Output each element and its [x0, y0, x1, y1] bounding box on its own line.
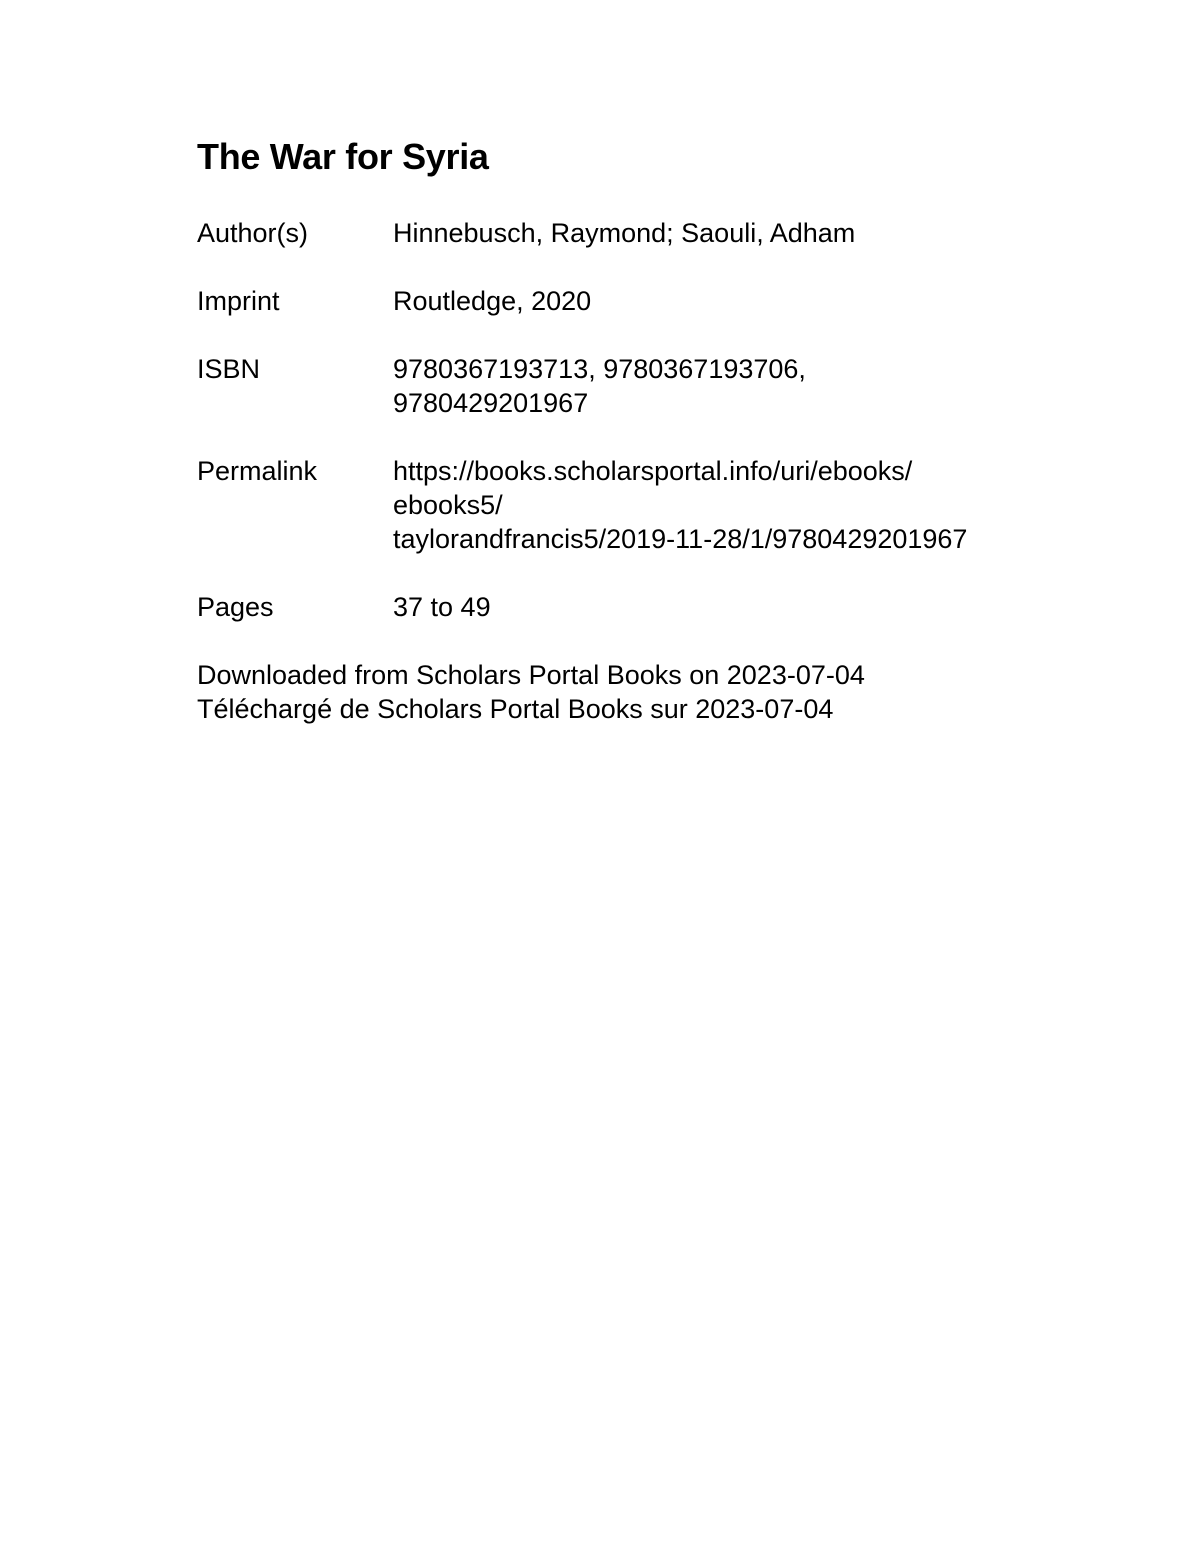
authors-row — [197, 216, 1077, 250]
imprint-value: Routledge, 2020 — [393, 286, 592, 316]
citation-block — [197, 136, 1077, 726]
download-notice-en: Downloaded from Scholars Portal Books on 2023-07-04 — [197, 660, 865, 690]
isbn-row — [197, 352, 1077, 420]
download-notice — [197, 658, 1077, 726]
isbn-label: ISBN — [197, 354, 261, 384]
imprint-row — [197, 284, 1077, 318]
download-notice-fr: Téléchargé de Scholars Portal Books sur 2023-07-04 — [197, 694, 834, 724]
permalink-label: Permalink — [197, 456, 318, 486]
permalink-link[interactable]: https://books.scholarsportal.info/uri/ebooks/ ebooks5/ taylorandfrancis5/2019-11-28/1/9780429201967 — [393, 456, 968, 554]
authors-value: Hinnebusch, Raymond; Saouli, Adham — [393, 218, 856, 248]
imprint-label: Imprint — [197, 286, 280, 316]
permalink-row — [197, 454, 1077, 556]
authors-label: Author(s) — [197, 218, 309, 248]
book-title: The War for Syria — [197, 136, 489, 177]
pages-label: Pages — [197, 592, 274, 622]
pages-value: 37 to 49 — [393, 592, 491, 622]
isbn-value: 9780367193713, 9780367193706, 9780429201967 — [393, 354, 806, 418]
pages-row — [197, 590, 1077, 624]
